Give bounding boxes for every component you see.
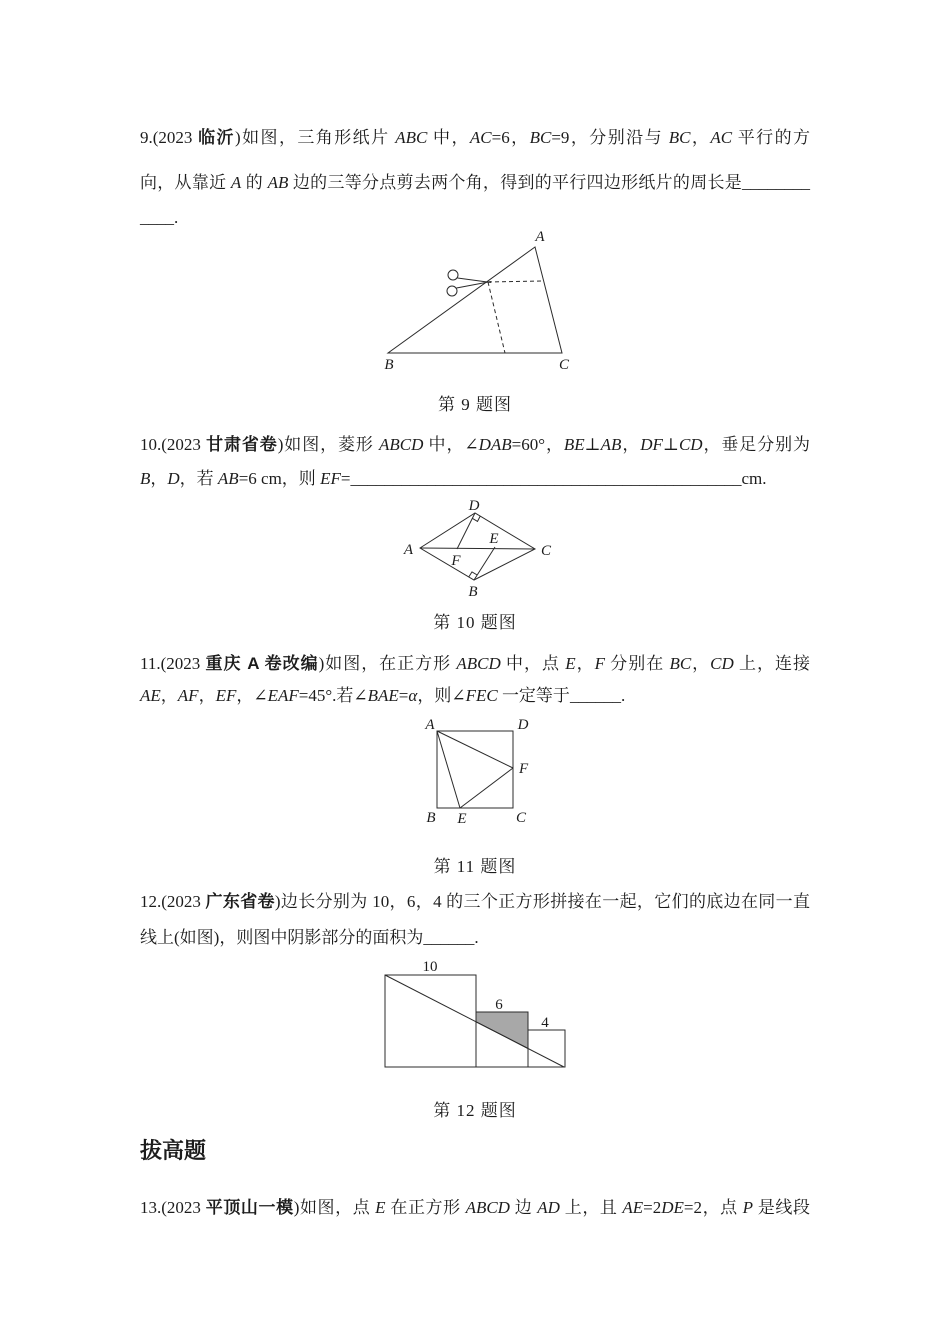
- square-side-10: [385, 975, 476, 1067]
- shaded-region: [476, 1012, 528, 1049]
- text-segment: DE: [661, 1198, 684, 1217]
- text-segment: ，: [691, 654, 711, 673]
- text-segment: ，: [150, 469, 168, 488]
- text-segment: =: [340, 469, 351, 488]
- vertex-label-c: C: [541, 543, 552, 559]
- problem-12-line-2: [140, 926, 810, 950]
- text-segment: FEC: [465, 686, 498, 705]
- text-segment: 中，∠: [423, 435, 479, 454]
- text-segment: 平行的方: [732, 128, 811, 147]
- text-segment: 边: [509, 1198, 538, 1217]
- text-segment: =6 cm，则: [238, 469, 321, 488]
- point-label-f: F: [451, 553, 461, 569]
- text-segment: )边长分别为 10，6，4 的三个正方形拼接在一起，它们的底边在同一直: [274, 892, 810, 911]
- text-segment: F: [594, 654, 605, 673]
- text-segment: DF: [640, 435, 663, 454]
- figure-11-caption: 第 11 题图: [433, 857, 517, 876]
- text-segment: 临沂: [198, 128, 235, 147]
- diagonal-line: [385, 975, 564, 1067]
- text-segment: =6，: [491, 128, 530, 147]
- text-segment: =2，点: [683, 1198, 743, 1217]
- text-segment: α: [408, 686, 418, 705]
- text-segment: BC: [529, 128, 552, 147]
- problem-11-line-2: [140, 684, 810, 708]
- segment-ae: [437, 731, 460, 808]
- vertex-label-b: B: [426, 810, 436, 826]
- text-segment: =60°，: [511, 435, 564, 454]
- text-segment: 向，从靠近: [140, 173, 231, 192]
- text-segment: ，: [690, 128, 711, 147]
- text-segment: ______: [569, 686, 621, 705]
- text-segment: ABCD: [465, 1198, 510, 1217]
- triangle-abc: [388, 247, 562, 353]
- vertex-label-c: C: [515, 810, 527, 826]
- vertex-label-a: A: [425, 717, 435, 733]
- problem-9-line-1: [140, 126, 810, 150]
- figure-12-squares-diagram: [375, 957, 590, 1077]
- text-segment: 一定等于: [497, 686, 570, 705]
- text-segment: EF: [320, 469, 341, 488]
- diagonal-ac: [420, 548, 535, 549]
- text-segment: DAB: [478, 435, 512, 454]
- text-segment: AC: [710, 128, 733, 147]
- text-segment: E: [375, 1198, 386, 1217]
- text-segment: 上，连接: [733, 654, 811, 673]
- text-segment: ________: [742, 173, 811, 192]
- text-segment: CD: [710, 654, 734, 673]
- side-length-label-10: 10: [422, 959, 438, 975]
- text-segment: AC: [469, 128, 492, 147]
- text-segment: AE: [140, 686, 161, 705]
- text-segment: ，则∠: [417, 686, 466, 705]
- text-segment: 中，点: [500, 654, 566, 673]
- text-segment: 在正方形: [385, 1198, 466, 1217]
- point-label-f: F: [519, 761, 529, 777]
- text-segment: 上，且: [559, 1198, 623, 1217]
- text-segment: )如图，在正方形: [318, 654, 457, 673]
- text-segment: ，: [621, 435, 641, 454]
- text-segment: 的: [241, 173, 268, 192]
- segment-ef: [460, 768, 513, 808]
- scissors-icon: [447, 270, 491, 296]
- text-segment: 10.(2023: [140, 435, 207, 454]
- text-segment: ABCD: [379, 435, 424, 454]
- text-segment: =: [398, 686, 409, 705]
- text-segment: BC: [669, 654, 692, 673]
- text-segment: AB: [600, 435, 622, 454]
- text-segment: cm.: [741, 469, 767, 488]
- text-segment: AD: [537, 1198, 560, 1217]
- point-label-e: E: [457, 811, 467, 827]
- cut-line-parallel-ac: [488, 281, 544, 282]
- side-length-label-4: 4: [541, 1015, 549, 1031]
- text-segment: )如图，点: [293, 1198, 376, 1217]
- vertex-label-a: A: [403, 542, 413, 558]
- text-segment: P: [742, 1198, 753, 1217]
- text-segment: AB: [217, 469, 239, 488]
- text-segment: 中，: [427, 128, 470, 147]
- text-segment: 11.(2023: [140, 654, 206, 673]
- text-segment: BAE: [367, 686, 399, 705]
- text-segment: ⊥: [584, 435, 601, 454]
- text-segment: 广东省卷: [205, 892, 275, 911]
- vertex-label-b: B: [468, 584, 478, 600]
- text-segment: =9，分别沿与: [551, 128, 669, 147]
- text-segment: D: [167, 469, 180, 488]
- text-segment: AB: [267, 173, 289, 192]
- section-heading: 拔高题: [140, 1138, 207, 1163]
- text-segment: B: [140, 469, 151, 488]
- text-segment: ABCD: [456, 654, 501, 673]
- text-segment: ______: [423, 928, 475, 947]
- figure-12-caption: 第 12 题图: [433, 1101, 517, 1120]
- text-segment: ，垂足分别为: [702, 435, 811, 454]
- text-segment: ____.: [140, 208, 179, 227]
- text-segment: CD: [678, 435, 703, 454]
- text-segment: ______________________________________________: [350, 469, 742, 488]
- problem-9-line-2: [140, 171, 810, 195]
- text-segment: AE: [622, 1198, 644, 1217]
- text-segment: .: [474, 928, 479, 947]
- text-segment: 是线段: [753, 1198, 811, 1217]
- text-segment: ，: [198, 686, 216, 705]
- point-label-e: E: [489, 531, 499, 547]
- text-segment: BC: [668, 128, 691, 147]
- text-segment: BE: [563, 435, 585, 454]
- problem-10-line-1: [140, 433, 810, 457]
- figure-10-rhombus-diagram: [395, 498, 555, 602]
- side-length-label-6: 6: [495, 997, 503, 1013]
- vertex-label-a: A: [535, 229, 545, 245]
- text-segment: EAF: [267, 686, 299, 705]
- figure-10-caption: 第 10 题图: [433, 613, 517, 632]
- text-segment: EF: [215, 686, 237, 705]
- rhombus-abcd: [420, 513, 535, 580]
- text-segment: 平顶山一模: [205, 1198, 294, 1217]
- text-segment: )如图，菱形: [277, 435, 379, 454]
- square-side-4: [528, 1030, 565, 1067]
- text-segment: 重庆 A 卷改编: [205, 654, 319, 673]
- text-segment: ，: [575, 654, 595, 673]
- text-segment: ，∠: [236, 686, 268, 705]
- text-segment: )如图，三角形纸片: [234, 128, 396, 147]
- problem-12-line-1: [140, 890, 810, 914]
- text-segment: 分别在: [605, 654, 670, 673]
- figure-9-caption: 第 9 题图: [438, 395, 512, 414]
- text-segment: 边的三等分点剪去两个角，得到的平行四边形纸片的周长是: [288, 173, 743, 192]
- text-segment: =45°.若∠: [298, 686, 368, 705]
- vertex-label-d: D: [517, 717, 529, 733]
- text-segment: 13.(2023: [140, 1198, 206, 1217]
- text-segment: E: [565, 654, 576, 673]
- text-segment: A: [230, 173, 242, 192]
- text-segment: =2: [643, 1198, 662, 1217]
- figure-11-square-diagram: [420, 717, 540, 830]
- problem-13-line-1: [140, 1196, 810, 1220]
- vertex-label-b: B: [384, 357, 394, 373]
- text-segment: 12.(2023: [140, 892, 206, 911]
- text-segment: 线上(如图)，则图中阴影部分的面积为: [140, 928, 424, 947]
- text-segment: 9.(2023: [140, 128, 199, 147]
- text-segment: .: [620, 686, 626, 705]
- text-segment: ABC: [395, 128, 428, 147]
- text-segment: ，若: [179, 469, 218, 488]
- text-segment: ，: [160, 686, 178, 705]
- cut-line-parallel-bc: [488, 282, 505, 353]
- text-segment: 甘肃省卷: [206, 435, 278, 454]
- problem-10-line-2: [140, 467, 810, 491]
- text-segment: AF: [177, 686, 199, 705]
- figure-9-triangle-diagram: [360, 225, 590, 375]
- problem-11-line-1: [140, 652, 810, 676]
- vertex-label-d: D: [468, 498, 480, 514]
- vertex-label-c: C: [558, 357, 570, 373]
- text-segment: ⊥: [662, 435, 679, 454]
- segment-af: [437, 731, 513, 768]
